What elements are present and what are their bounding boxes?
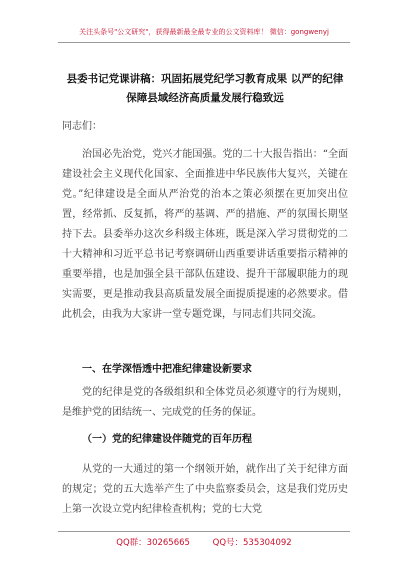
greeting: 同志们： [62, 121, 102, 132]
paragraph-discipline: 党的纪律是党的各级组织和全体党员必须遵守的行为规则，是维护党的团结统一、完成党的任务的保证。 [62, 387, 348, 418]
footer [0, 536, 408, 548]
paragraph-history: 从党的一大通过的第一个纲领开始，就作出了关于纪律方面的规定；党的五大选举产生了中央监察委员会，这是我们党历史上第一次设立党内纪律检查机构；党的七大党 [62, 464, 348, 515]
footer-divider [58, 531, 350, 532]
header-divider [58, 42, 350, 43]
header-banner: 关注头条号"公文研究"，获得最新最全最专业的公文资料库！ 微信：gongwenyj [79, 28, 329, 36]
paragraph-intro: 治国必先治党，党兴才能国强。党的二十大报告指出：“全面建设社会主义现代化国家、全面推进中华民族伟大复兴，关键在党。”纪律建设是全面从严治党的治本之策必须摆在更加突出位置，经常抓、反复抓，将严的基调、严的措施、严的氛围长期坚持下去。县委举办这次乡科级主体班，既是深入学习贯彻党的二十大精神和习近平总书记考察调研山西重要讲话重要指示精神的重要举措，也是加强全县干部队伍建设、提升干部履职能力的现实需要，更是推动我县高质量发展全面提质提速的必然要求。借此机会，由我为大家讲一堂专题党课，与同志们共同交流。 [62, 149, 348, 320]
footer-qq-number: QQ号：535304092 [212, 538, 292, 548]
section-heading-1: 一、在学深悟透中把准纪律建设新要求 [82, 364, 252, 375]
document-title: 县委书记党课讲稿：巩固拓展党纪学习教育成果 以严的纪律保障县域经济高质量发展行稳致远 [66, 73, 344, 104]
footer-qq-group: QQ群：30265665 [116, 538, 190, 548]
subsection-heading-1: （一）党的纪律建设伴随党的百年历程 [82, 434, 252, 445]
